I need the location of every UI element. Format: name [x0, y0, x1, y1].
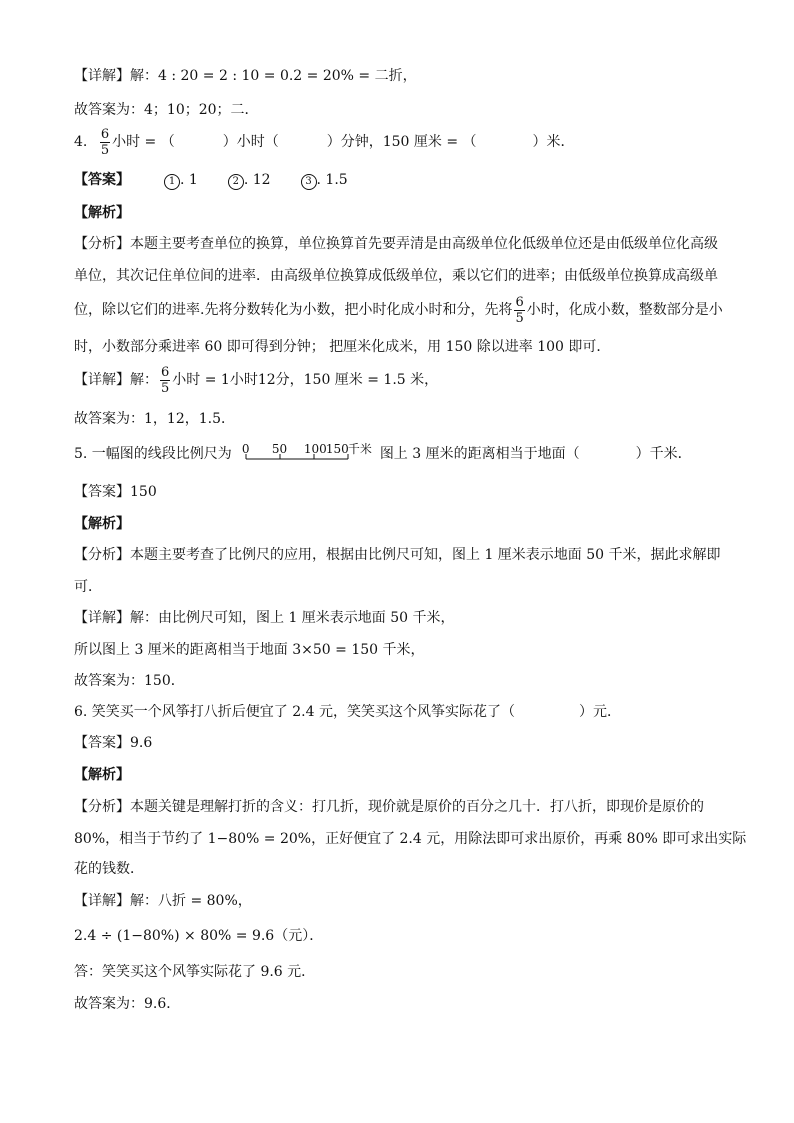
detail-line: 【详解】解：八折 = 80%，	[74, 893, 252, 909]
scale-unit-label: 千米	[347, 442, 372, 456]
fraction-numerator: 6	[161, 364, 170, 380]
detail-label: 【详解】解：	[74, 372, 158, 388]
detail-line	[74, 362, 734, 398]
final-answer-line: 答：笑笑买这个风筝实际花了 9.6 元．	[74, 964, 316, 980]
analysis-text: 【分析】本题主要考查单位的换算，单位换算首先要弄清是由高级单位化低级单位还是由低级单位化高级	[74, 236, 718, 252]
analysis-heading: 【解析】	[74, 516, 130, 532]
analysis-text: 花的钱数．	[74, 861, 144, 877]
answer-summary-line: 故答案为：4；10；20；二．	[74, 102, 259, 118]
question-text: 6. 笑笑买一个风筝打八折后便宜了 2.4 元，笑笑买这个风筝实际花了（	[74, 704, 515, 720]
fraction-6-5	[160, 365, 170, 396]
detail-line: 【详解】解：由比例尺可知，图上 1 厘米表示地面 50 千米，	[74, 610, 455, 626]
analysis-heading: 【解析】	[74, 767, 130, 783]
fraction-6-5	[100, 127, 110, 158]
answer-4	[74, 170, 734, 190]
analysis-text: 时，小数部分乘进率 60 即可得到分钟； 把厘米化成米，用 150 除以进率 100 即可．	[74, 339, 611, 355]
analysis-text	[74, 292, 734, 328]
question-4	[74, 124, 734, 160]
scale-label-0: 0	[241, 442, 250, 456]
question-number: 4.	[74, 134, 88, 150]
fraction-numerator: 6	[515, 294, 524, 310]
analysis-heading: 【解析】	[74, 205, 130, 221]
detail-line: 【详解】解：4 : 20 = 2 : 10 = 0.2 = 20% = 二折，	[74, 68, 417, 84]
fraction-denominator: 5	[161, 380, 170, 396]
fraction-numerator: 6	[100, 126, 110, 142]
analysis-text-part: 位，除以它们的进率.先将分数转化为小数，把小时化成小时和分，先将	[74, 302, 513, 318]
question-text: 小时 = （	[112, 134, 175, 150]
line-scale-bar	[242, 442, 378, 466]
answer-6: 【答案】9.6	[74, 735, 153, 751]
question-6	[74, 702, 734, 722]
answer-summary-line: 故答案为：9.6．	[74, 996, 181, 1012]
fraction-6-5	[514, 295, 524, 326]
answer-5: 【答案】150	[74, 484, 157, 500]
question-text: ）小时（	[222, 134, 279, 150]
circled-number-1: 1	[164, 174, 180, 190]
analysis-text-part: 小时，化成小数，整数部分是小	[526, 302, 723, 318]
answer-value: . 1.5	[316, 172, 348, 188]
answer-label: 【答案】	[74, 172, 130, 188]
question-text: ）米．	[532, 134, 575, 150]
scale-label-150: 150	[325, 442, 349, 456]
question-text: 图上 3 厘米的距离相当于地面（	[379, 446, 580, 462]
scale-label-100: 100	[303, 442, 327, 456]
scale-label-50: 50	[271, 442, 288, 456]
analysis-text: 单位，其次记住单位间的进率．由高级单位换算成低级单位，乘以它们的进率；由低级单位换算成高级单	[74, 268, 718, 284]
circled-number-3: 3	[301, 174, 317, 190]
question-5	[74, 440, 734, 468]
answer-value: . 1	[180, 172, 198, 188]
fraction-denominator: 5	[100, 142, 110, 158]
answer-summary-line: 故答案为：1，12，1.5．	[74, 411, 235, 427]
analysis-text: 80%，相当于节约了 1−80% = 20%，正好便宜了 2.4 元，用除法即可求出原价，再乘 80% 即可求出实际	[74, 831, 747, 847]
fraction-denominator: 5	[515, 310, 524, 326]
detail-text: 小时 = 1小时12分，150 厘米 = 1.5 米，	[172, 372, 439, 388]
equation-line: 2.4 ÷ (1−80%) × 80% = 9.6（元）．	[74, 928, 324, 944]
detail-line: 所以图上 3 厘米的距离相当于地面 3×50 = 150 千米，	[74, 642, 425, 658]
analysis-text: 可．	[74, 579, 102, 595]
question-text: ）分钟，150 厘米 = （	[326, 134, 477, 150]
analysis-text: 【分析】本题关键是理解打折的含义：打几折，现价就是原价的百分之几十．打八折，即现价是原价的	[74, 799, 704, 815]
analysis-text: 【分析】本题主要考查了比例尺的应用，根据由比例尺可知，图上 1 厘米表示地面 50 千米，据此求解即	[74, 547, 721, 563]
scale-bar-line	[242, 442, 352, 466]
answer-value: . 12	[243, 172, 271, 188]
circled-number-2: 2	[228, 174, 244, 190]
question-text: 5. 一幅图的线段比例尺为	[74, 446, 232, 462]
answer-summary-line: 故答案为：150．	[74, 673, 185, 689]
question-text: ）元．	[578, 704, 621, 720]
question-text: ）千米．	[635, 446, 692, 462]
